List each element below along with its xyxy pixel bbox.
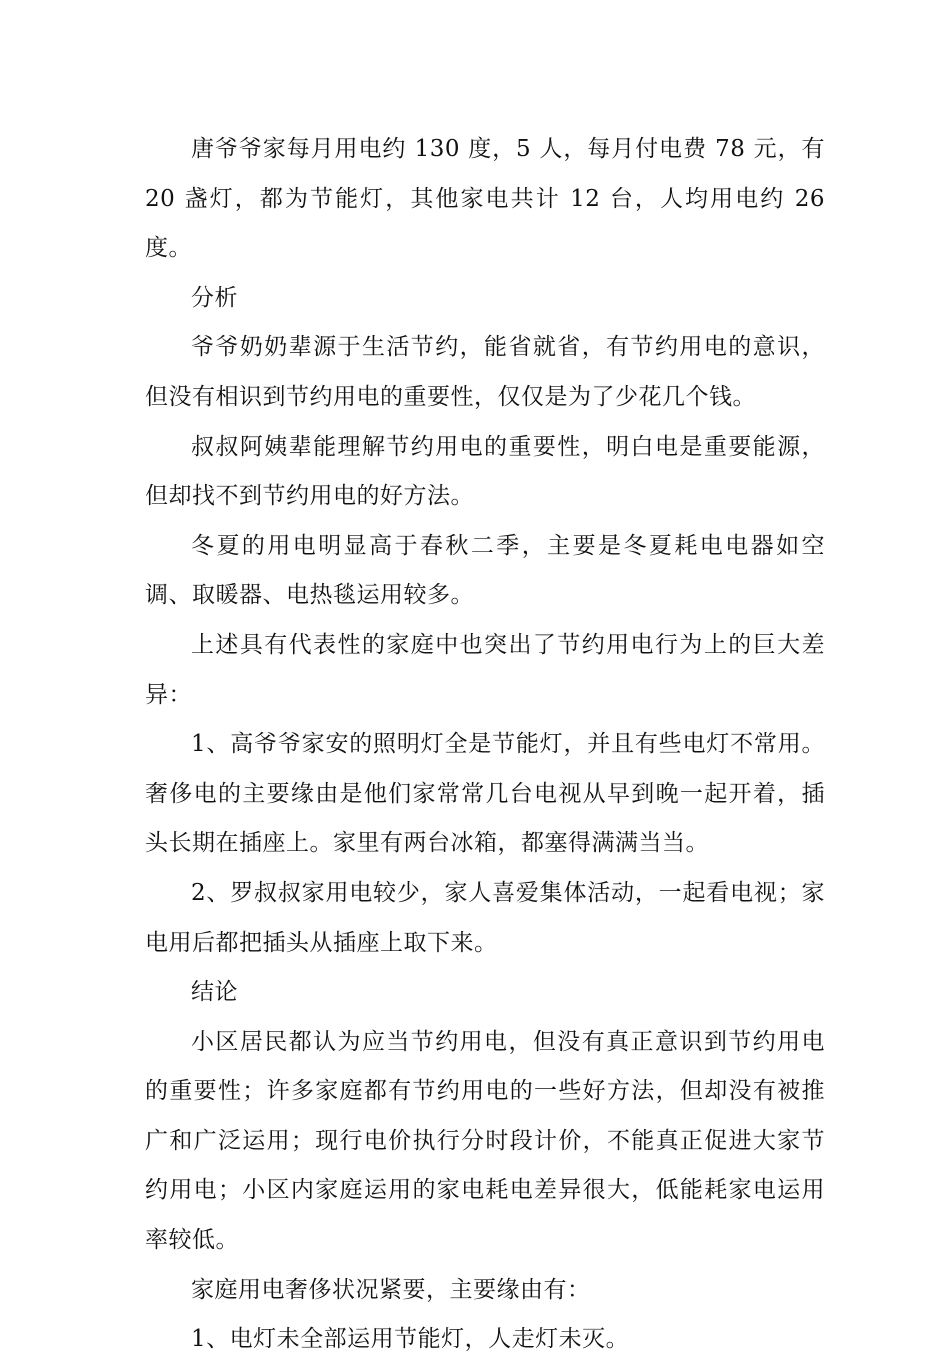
document-body <box>145 125 825 1365</box>
paragraph-differences-intro: 上述具有代表性的家庭中也突出了节约用电行为上的巨大差异： <box>145 631 825 708</box>
heading-conclusion: 结论 <box>191 979 238 1006</box>
list-item-gao-household: 1、高爷爷家安的照明灯全是节能灯，并且有些电灯不常用。奢侈电的主要缘由是他们家常常几台电视从早到晚一起开着，插头长期在插座上。家里有两台冰箱，都塞得满满当当。 <box>145 731 825 857</box>
list-item-lights: 1、电灯未全部运用节能灯，人走灯未灭。 <box>191 1326 630 1353</box>
paragraph-uncles-aunts: 叔叔阿姨辈能理解节约用电的重要性，明白电是重要能源，但却找不到节约用电的好方法。 <box>145 433 825 510</box>
paragraph-conclusion: 小区居民都认为应当节约用电，但没有真正意识到节约用电的重要性；许多家庭都有节约用电的一些好方法，但却没有被推广和广泛运用；现行电价执行分时段计价，不能真正促进大家节约用电；小区内家庭运用的家电耗电差异很大，低能耗家电运用率较低。 <box>145 1028 825 1254</box>
paragraph-grandparents: 爷爷奶奶辈源于生活节约，能省就省，有节约用电的意识，但没有相识到节约用电的重要性，仅仅是为了少花几个钱。 <box>145 334 825 410</box>
list-item-luo-household: 2、罗叔叔家用电较少，家人喜爱集体活动，一起看电视；家电用后都把插头从插座上取下来。 <box>145 879 825 956</box>
paragraph-waste-reasons-intro: 家庭用电奢侈状况紧要，主要缘由有： <box>191 1276 591 1303</box>
heading-analysis: 分析 <box>191 284 238 311</box>
paragraph-winter-summer: 冬夏的用电明显高于春秋二季，主要是冬夏耗电电器如空调、取暖器、电热毯运用较多。 <box>145 532 825 609</box>
paragraph-tang-household: 唐爷爷家每月用电约 130 度，5 人，每月付电费 78 元，有 20 盏灯，都为节能灯，其他家电共计 12 台，人均用电约 26 度。 <box>145 136 825 262</box>
